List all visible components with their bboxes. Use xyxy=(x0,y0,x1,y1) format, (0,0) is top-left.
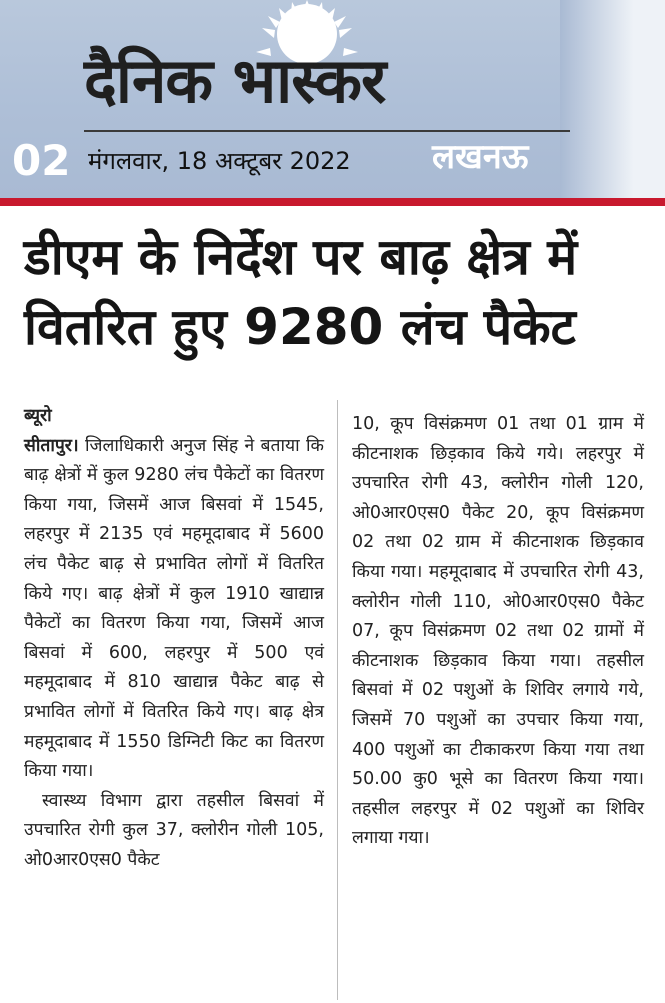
edition-city: लखनऊ xyxy=(432,137,529,177)
article-column-left xyxy=(24,402,324,876)
headline-line-2: वितरित हुए 9280 लंच पैकेट xyxy=(24,298,576,356)
paragraph-1 xyxy=(24,432,324,787)
paragraph-2 xyxy=(24,787,324,876)
masthead xyxy=(0,0,665,198)
masthead-red-bar xyxy=(0,198,665,206)
article-headline xyxy=(24,222,644,362)
newspaper-logo: दैनिक भास्कर xyxy=(84,44,386,117)
paragraph-2-text: स्वास्थ्य विभाग द्वारा तहसील बिसवां में उपचारित रोगी कुल 37, क्लोरीन गोली 105, ओ0आर0एस0 पैकेट xyxy=(24,790,324,870)
issue-date: मंगलवार, 18 अक्टूबर 2022 xyxy=(88,147,351,175)
article-column-right xyxy=(352,410,644,854)
page-number: 02 xyxy=(12,136,71,185)
masthead-fade xyxy=(560,0,665,198)
paragraph-2-continued: 10, कूप विसंक्रमण 01 तथा 01 ग्राम में कीटनाशक छिड़काव किये गये। लहरपुर में उपचारित रोगी 43, क्लोरीन गोली 120, ओ0आर0एस0 पैकेट 20, कूप विसंक्रमण 02 तथा 02 ग्राम में कीटनाशक छिड़काव किया गया। महमूदाबाद में उपचारित रोगी 43, क्लोरीन गोली 110, ओ0आर0एस0 पैकेट 07, कूप विसंक्रमण 02 तथा 02 ग्रामों में कीटनाशक छिड़काव किया गया। तहसील बिसवां में 02 पशुओं के शिविर लगाये गये, जिसमें 70 पशुओं का उपचार किया गया, 400 पशुओं का टीकाकरण किया गया तथा 50.00 कु0 भूसे का वितरण किया गया। तहसील लहरपुर में 02 पशुओं का शिविर लगाया गया। xyxy=(352,414,644,849)
paragraph-1-text: जिलाधिकारी अनुज सिंह ने बताया कि बाढ़ क्षेत्रों में कुल 9280 लंच पैकेटों का वितरण किया गया, जिसमें आज बिसवां में 1545, लहरपुर में 2135 एवं महमूदाबाद में 5600 लंच पैकेट बाढ़ से प्रभावित लोगों में वितरित किये गए। बाढ़ क्षेत्रों में कुल 1910 खाद्यान्न पैकेटों का वितरण किया गया, जिसमें आज बिसवां में 600, लहरपुर में 500 एवं महमूदाबाद में 810 खाद्यान्न पैकेट बाढ़ से प्रभावित लोगों में वितरित किये गए। बाढ़ क्षेत्र महमूदाबाद में 1550 डिग्निटी किट का वितरण किया गया। xyxy=(24,435,324,782)
dateline-city: सीतापुर। xyxy=(24,435,79,456)
masthead-rule xyxy=(84,130,570,132)
headline-line-1: डीएम के निर्देश पर बाढ़ क्षेत्र में xyxy=(24,228,578,286)
byline: ब्यूरो xyxy=(24,406,52,426)
column-divider xyxy=(337,400,338,1000)
